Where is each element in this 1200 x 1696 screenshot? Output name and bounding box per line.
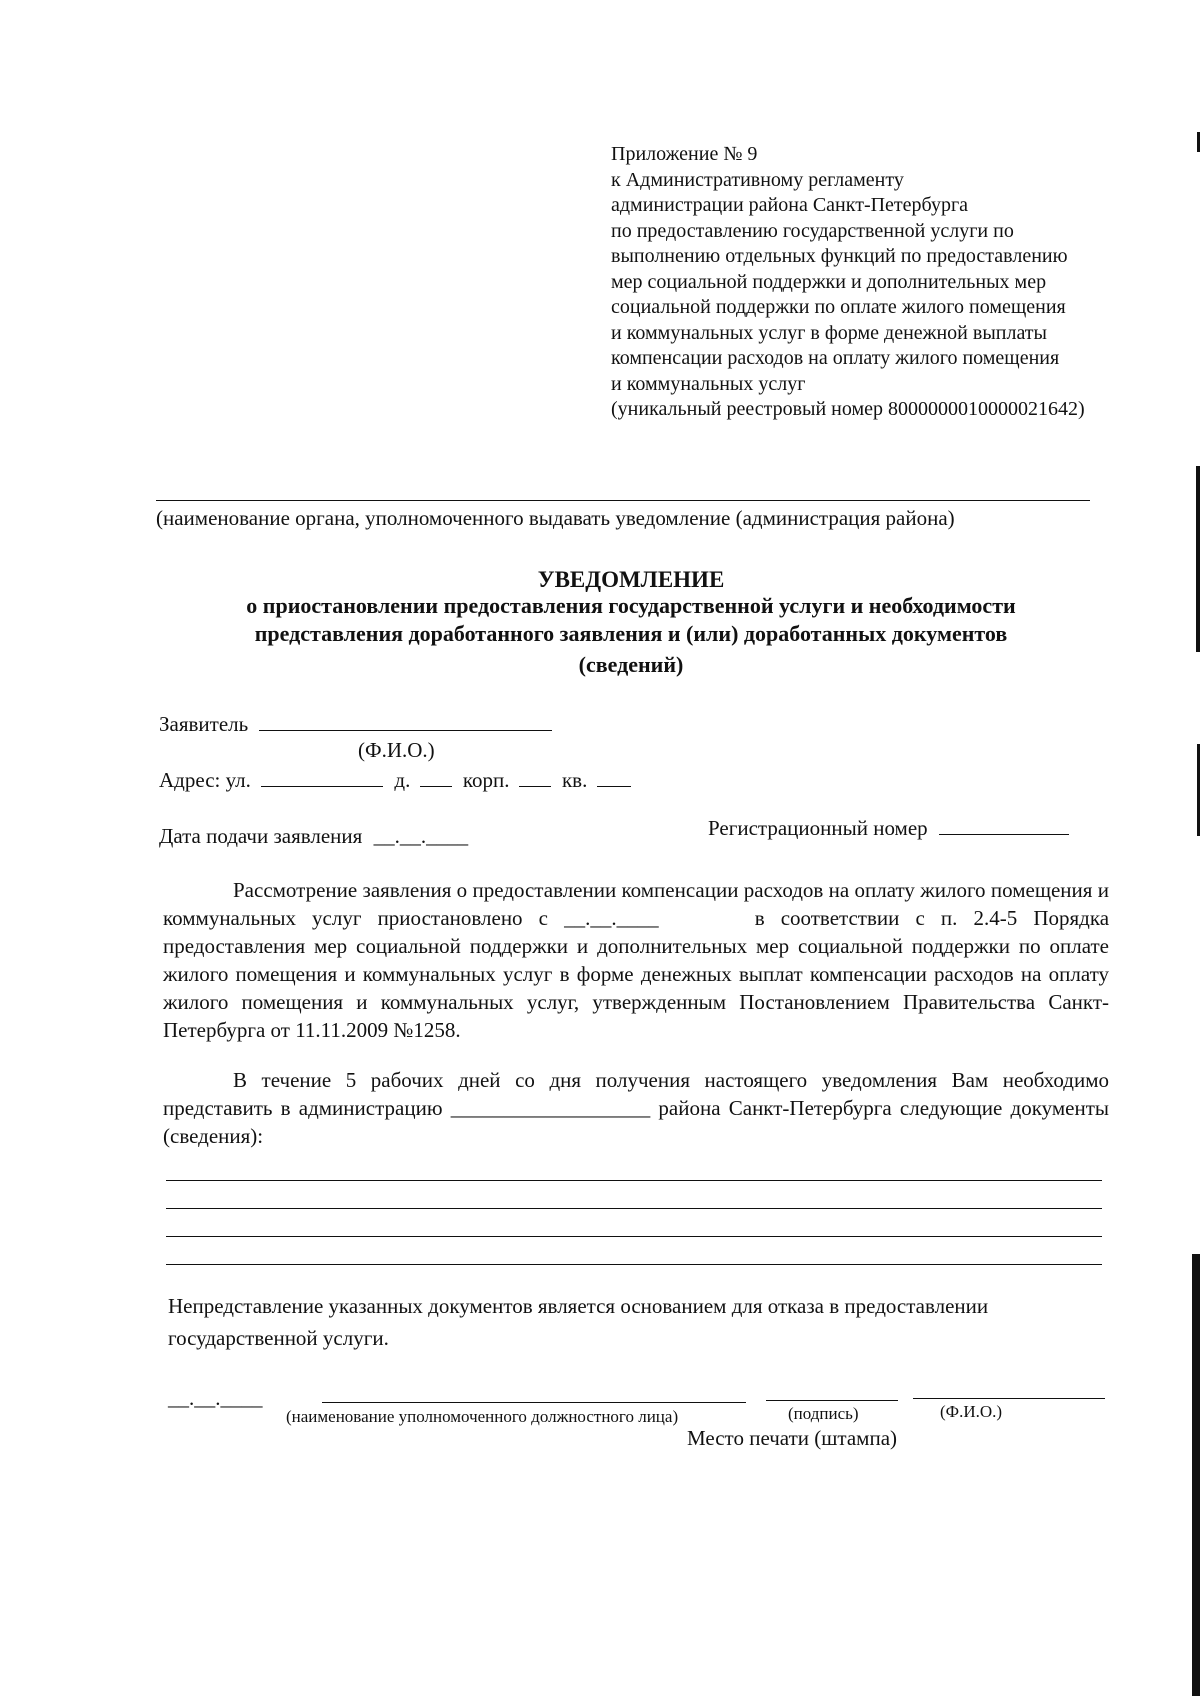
official-name-line[interactable] xyxy=(322,1402,746,1403)
stamp-caption: Место печати (штампа) xyxy=(687,1426,898,1450)
building-label: корп. xyxy=(462,768,510,792)
apartment-label: кв. xyxy=(561,768,588,792)
signature-caption: (подпись) xyxy=(788,1404,859,1423)
body-paragraph-2 xyxy=(163,1066,1109,1150)
appendix-line: по предоставлению государственной услуги по xyxy=(611,219,1014,242)
signature-line[interactable] xyxy=(766,1400,898,1401)
documents-line-2[interactable] xyxy=(166,1208,1102,1209)
appendix-line: администрации района Санкт-Петербурга xyxy=(611,194,969,216)
documents-line-4[interactable] xyxy=(166,1264,1102,1265)
building-field[interactable] xyxy=(519,768,551,787)
paragraph-1-text-b: в соответствии с п. 2.4-5 Порядка предоставления мер социальной поддержки и дополнительных мер социальной поддержки по оплате жилого помещения и коммунальных услуг в форме денежных выплат компенсации расходов на оплату жилого помещения и коммунальных услуг, утвержденным Постановлением Правительства Санкт-Петербурга от 11.11.2009 №1258. xyxy=(163,906,1110,1042)
warning-line-2: государственной услуги. xyxy=(168,1326,389,1350)
document-subtitle-line-3: (сведений) xyxy=(578,652,684,677)
appendix-line: и коммунальных услуг в форме денежной выплаты xyxy=(611,321,1047,344)
apartment-field[interactable] xyxy=(597,768,631,787)
appendix-line: и коммунальных услуг xyxy=(611,372,806,395)
document-subtitle-line-2: представления доработанного заявления и (или) доработанных документов xyxy=(254,621,1008,646)
applicant-name-caption: (Ф.И.О.) xyxy=(358,738,435,762)
appendix-line: компенсации расходов на оплату жилого помещения xyxy=(611,347,1060,369)
signature-date-field[interactable]: __.__.____ xyxy=(168,1386,263,1410)
documents-line-1[interactable] xyxy=(166,1180,1102,1181)
signer-name-line[interactable] xyxy=(913,1398,1105,1399)
submission-date-label: Дата подачи заявления xyxy=(159,824,363,848)
signer-name-caption: (Ф.И.О.) xyxy=(940,1402,1003,1421)
applicant-row xyxy=(159,712,552,737)
scan-edge-mark xyxy=(1192,1254,1200,1696)
paragraph-1-text-a: Рассмотрение заявления о предоставлении компенсации расходов на оплату жилого помещения и коммунальных услуг приостановлено с xyxy=(163,878,1109,930)
document-subtitle-line-1: о приостановлении предоставления государственной услуги и необходимости xyxy=(246,593,1016,618)
appendix-header xyxy=(611,142,1085,423)
address-label: Адрес: ул. xyxy=(159,768,251,792)
registration-number-field[interactable] xyxy=(939,816,1069,835)
authority-name-line xyxy=(156,500,1090,501)
applicant-label: Заявитель xyxy=(159,712,249,736)
house-field[interactable] xyxy=(420,768,452,787)
applicant-name-field[interactable] xyxy=(259,712,552,731)
submission-date-row xyxy=(159,824,468,849)
body-paragraph-1 xyxy=(163,876,1109,1044)
house-label: д. xyxy=(394,768,411,792)
official-caption: (наименование уполномоченного должностного лица) xyxy=(286,1407,679,1426)
appendix-line: мер социальной поддержки и дополнительных мер xyxy=(611,270,1047,293)
submission-date-field[interactable]: __.__.____ xyxy=(373,824,469,848)
address-row xyxy=(159,768,631,793)
appendix-line: социальной поддержки по оплате жилого помещения xyxy=(611,296,1066,318)
documents-line-3[interactable] xyxy=(166,1236,1102,1237)
appendix-line: (уникальный реестровый номер 8000000010000021642) xyxy=(611,398,1085,420)
suspension-date-field[interactable]: __.__.____ xyxy=(564,906,659,930)
scan-edge-mark xyxy=(1196,466,1200,652)
document-title: УВЕДОМЛЕНИЕ xyxy=(537,567,725,592)
administration-name-field[interactable]: ___________________ xyxy=(450,1096,651,1120)
paragraph-2-text-a: В течение 5 рабочих дней со дня получения настоящего уведомления Вам необходимо представить в администрацию xyxy=(163,1068,1109,1120)
appendix-line: к Административному регламенту xyxy=(611,168,904,191)
street-field[interactable] xyxy=(261,768,383,787)
registration-row xyxy=(708,816,1069,841)
registration-label: Регистрационный номер xyxy=(708,816,928,840)
paragraph-2-text-b: района Санкт-Петербурга следующие документы (сведения): xyxy=(163,1096,1109,1148)
warning-line-1: Непредставление указанных документов является основанием для отказа в предоставлении xyxy=(168,1294,989,1318)
appendix-line: Приложение № 9 xyxy=(611,143,758,165)
authority-caption: (наименование органа, уполномоченного выдавать уведомление (администрация района) xyxy=(156,506,955,530)
appendix-line: выполнению отдельных функций по предоставлению xyxy=(611,245,1068,267)
